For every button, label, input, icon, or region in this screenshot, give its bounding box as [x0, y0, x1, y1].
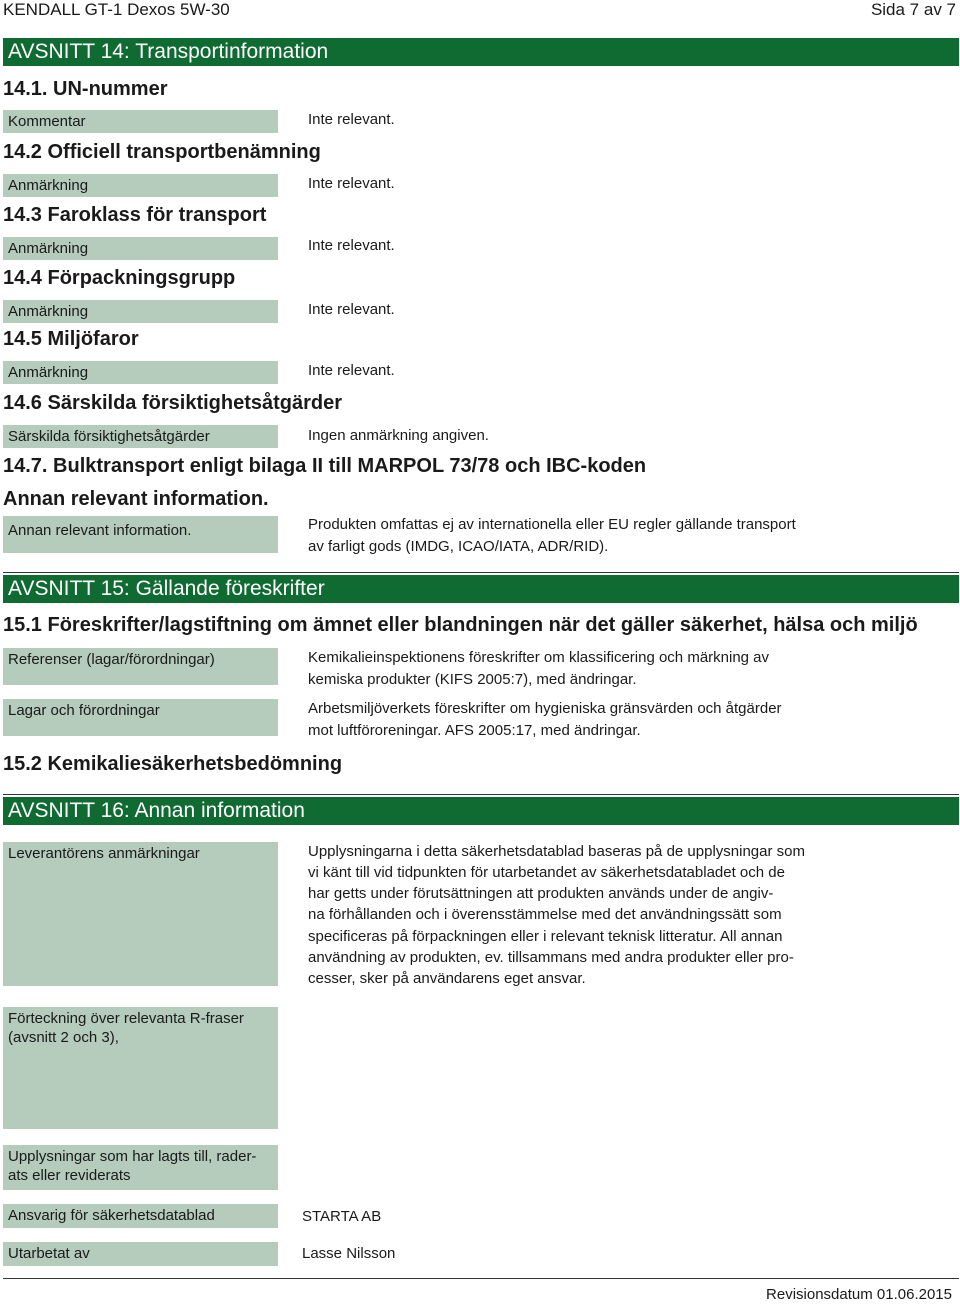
value-14-4: Inte relevant.	[308, 301, 395, 318]
heading-14-4: 14.4 Förpackningsgrupp	[3, 267, 236, 289]
footer-divider	[3, 1278, 959, 1279]
label-14-3: Anmärkning	[3, 237, 278, 260]
section-divider	[3, 794, 959, 795]
page-number: Sida 7 av 7	[870, 0, 956, 19]
label-r-phrases-line2: (avsnitt 2 och 3),	[8, 1029, 119, 1046]
section-14-title: AVSNITT 14: Transportinformation	[3, 38, 959, 66]
section-15-title: AVSNITT 15: Gällande föreskrifter	[3, 575, 959, 603]
section-divider	[3, 572, 959, 573]
label-14-5: Anmärkning	[3, 361, 278, 384]
value-14-6: Ingen anmärkning angiven.	[308, 427, 489, 444]
value-supplier-notes-line3: har getts under förutsättningen att produkten används under de angiv-	[308, 885, 774, 902]
section-16-title: AVSNITT 16: Annan information	[3, 797, 959, 825]
label-prepared-by: Utarbetat av	[3, 1242, 278, 1266]
label-revisions-line2: ats eller reviderats	[8, 1167, 131, 1184]
label-responsible: Ansvarig för säkerhetsdatablad	[3, 1204, 278, 1228]
value-supplier-notes-line2: vi känt till vid tidpunkten för utarbetandet av säkerhetsdatabladet och de	[308, 864, 785, 881]
value-14-3: Inte relevant.	[308, 237, 395, 254]
value-supplier-notes-line4: na förhållanden och i överensstämmelse med det användningssätt som	[308, 906, 782, 923]
value-other-info-line2: av farligt gods (IMDG, ICAO/IATA, ADR/RID).	[308, 538, 609, 555]
product-name: KENDALL GT-1 Dexos 5W-30	[3, 0, 230, 19]
value-15-2-line1: Arbetsmiljöverkets föreskrifter om hygieniska gränsvärden och åtgärder	[308, 700, 782, 717]
label-revisions-line1: Upplysningar som har lagts till, rader-	[8, 1148, 257, 1165]
heading-15-2: 15.2 Kemikaliesäkerhetsbedömning	[3, 753, 343, 775]
heading-14-1: 14.1. UN-nummer	[3, 78, 168, 100]
value-15-1-line2: kemiska produkter (KIFS 2005:7), med ändringar.	[308, 671, 637, 688]
value-supplier-notes-line5: specificeras på förpackningen eller i relevant teknisk litteratur. All annan	[308, 928, 783, 945]
label-revisions	[3, 1145, 278, 1190]
label-14-1: Kommentar	[3, 110, 278, 133]
value-14-1: Inte relevant.	[308, 111, 395, 128]
label-supplier-notes: Leverantörens anmärkningar	[3, 842, 278, 986]
heading-15-1: 15.1 Föreskrifter/lagstiftning om ämnet eller blandningen när det gäller säkerhet, hälsa och miljö	[3, 614, 918, 636]
value-15-2-line2: mot luftföroreningar. AFS 2005:17, med ändringar.	[308, 722, 641, 739]
label-r-phrases-line1: Förteckning över relevanta R-fraser	[8, 1010, 244, 1027]
label-14-6: Särskilda försiktighetsåtgärder	[3, 425, 278, 448]
heading-14-7: 14.7. Bulktransport enligt bilaga II till MARPOL 73/78 och IBC-koden	[3, 455, 647, 477]
value-prepared-by: Lasse Nilsson	[302, 1245, 396, 1262]
value-other-info-line1: Produkten omfattas ej av internationella eller EU regler gällande transport	[308, 516, 796, 533]
value-supplier-notes-line1: Upplysningarna i detta säkerhetsdatablad baseras på de upplysningar som	[308, 843, 805, 860]
heading-14-5: 14.5 Miljöfaror	[3, 328, 139, 350]
value-15-1-line1: Kemikalieinspektionens föreskrifter om klassificering och märkning av	[308, 649, 770, 666]
label-15-1: Referenser (lagar/förordningar)	[3, 648, 278, 685]
label-15-2: Lagar och förordningar	[3, 699, 278, 736]
value-14-5: Inte relevant.	[308, 362, 395, 379]
label-14-4: Anmärkning	[3, 300, 278, 323]
value-14-2: Inte relevant.	[308, 175, 395, 192]
heading-14-3: 14.3 Faroklass för transport	[3, 204, 267, 226]
value-supplier-notes-line6: användning av produkten, ev. tillsammans med andra produkter eller pro-	[308, 949, 794, 966]
heading-other-info: Annan relevant information.	[3, 488, 269, 510]
label-other-info: Annan relevant information.	[3, 516, 278, 553]
value-responsible: STARTA AB	[302, 1208, 382, 1225]
label-14-2: Anmärkning	[3, 174, 278, 197]
heading-14-6: 14.6 Särskilda försiktighetsåtgärder	[3, 392, 343, 414]
label-r-phrases	[3, 1007, 278, 1129]
heading-14-2: 14.2 Officiell transportbenämning	[3, 141, 321, 163]
revision-date: Revisionsdatum 01.06.2015	[766, 1286, 952, 1303]
value-supplier-notes-line7: cesser, sker på användarens eget ansvar.	[308, 970, 586, 987]
